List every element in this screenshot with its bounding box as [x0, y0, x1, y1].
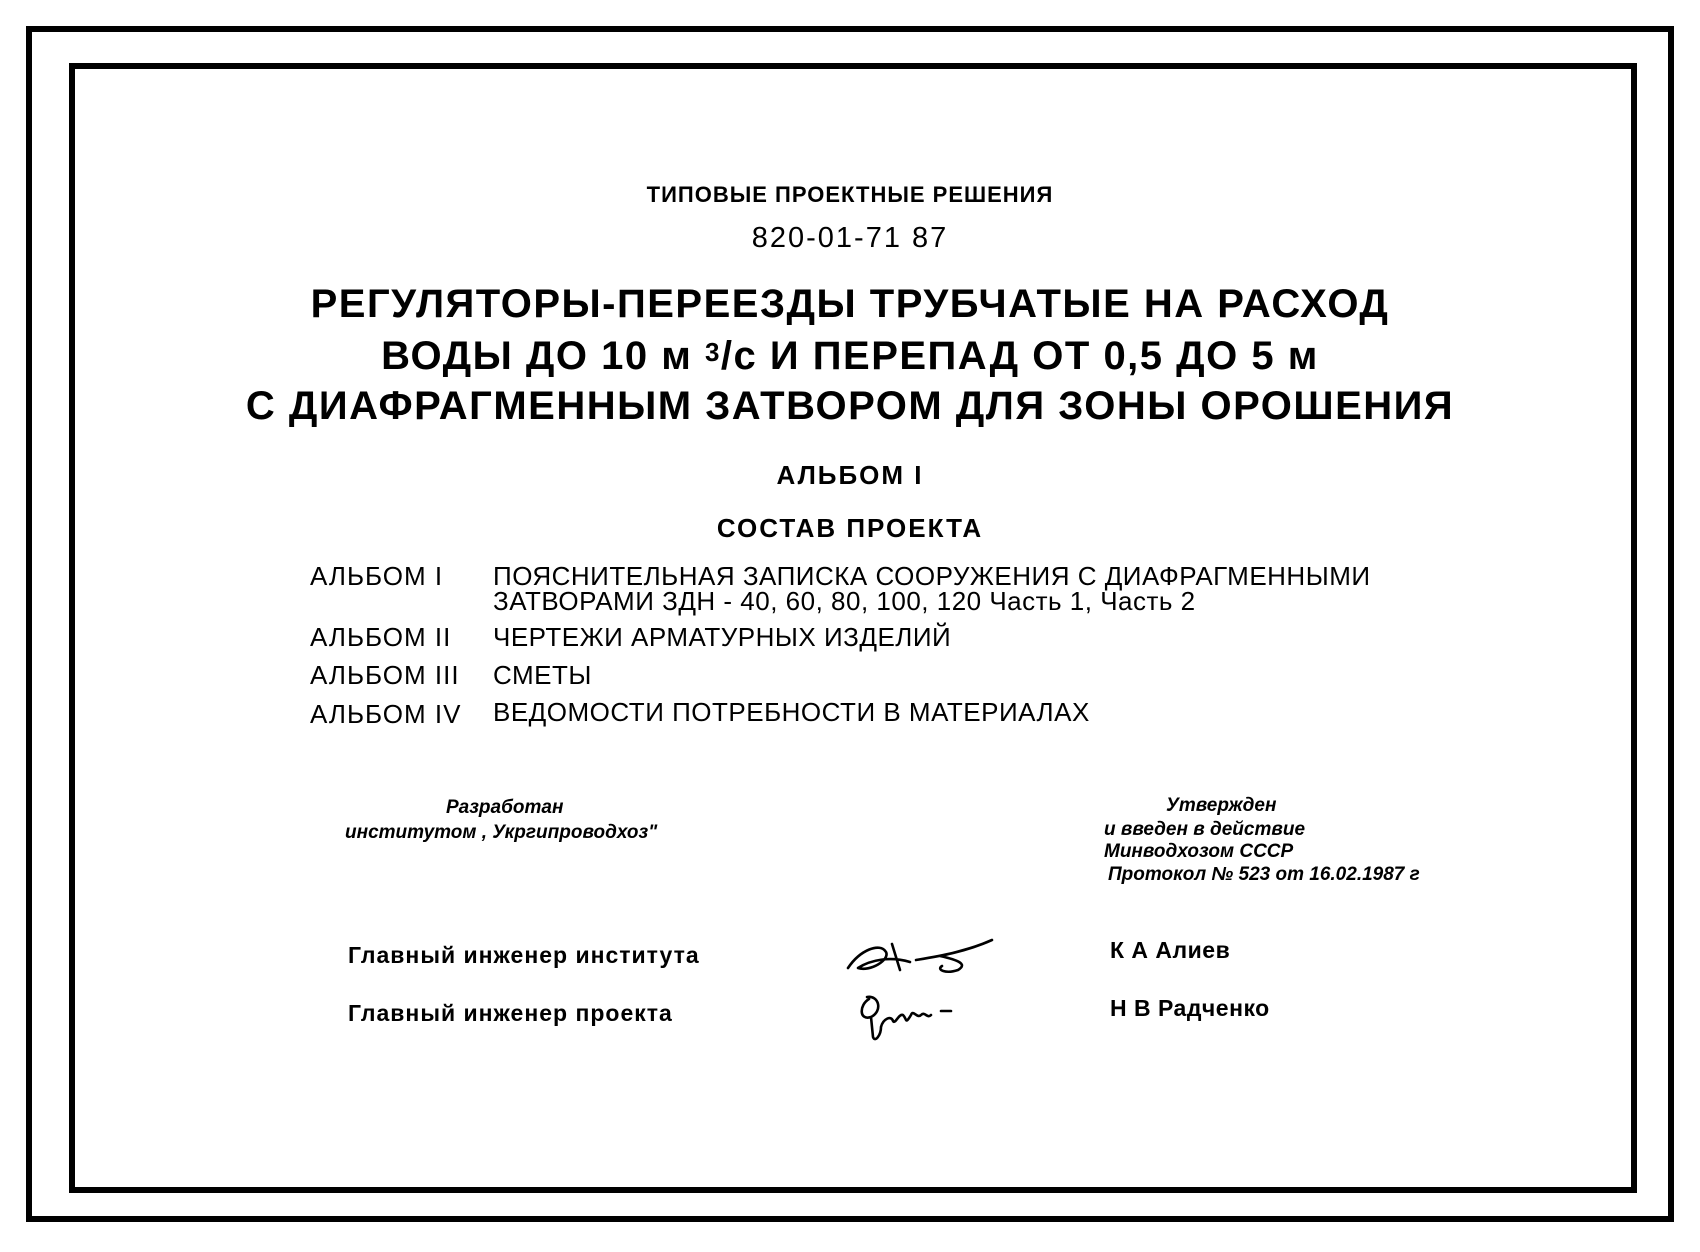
contents-item-4-label: АЛЬБОМ IV [310, 699, 462, 729]
title-line-1: РЕГУЛЯТОРЫ-ПЕРЕЕЗДЫ ТРУБЧАТЫЕ НА РАСХОД [310, 282, 1390, 326]
contents-item-2-text: ЧЕРТЕЖИ АРМАТУРНЫХ ИЗДЕЛИЙ [493, 622, 952, 652]
signatory-2-role: Главный инженер проекта [348, 1000, 673, 1026]
contents-item-1-text: ПОЯСНИТЕЛЬНАЯ ЗАПИСКА СООРУЖЕНИЯ С ДИАФРАГМЕННЫМИ [493, 561, 1371, 591]
organization-header: ТИПОВЫЕ ПРОЕКТНЫЕ РЕШЕНИЯ [646, 182, 1054, 207]
developed-label: Разработан [446, 797, 564, 818]
approved-protocol: Протокол № 523 от 16.02.1987 г [1108, 864, 1420, 885]
title-line-2-start: ВОДЫ ДО 10 м [381, 334, 693, 378]
contents-item-4-text: ВЕДОМОСТИ ПОТРЕБНОСТИ В МАТЕРИАЛАХ [493, 697, 1090, 727]
approved-enacted: и введен в действие [1104, 819, 1306, 840]
contents-item-3-label: АЛЬБОМ III [310, 660, 460, 690]
approved-ministry: Минводхозом СССР [1104, 841, 1294, 862]
signatory-1-name: К А Алиев [1110, 937, 1231, 963]
title-superscript: 3 [704, 337, 721, 367]
title-line-2-end: /с И ПЕРЕПАД ОТ 0,5 ДО 5 м [720, 334, 1319, 378]
developed-by-institute: институтом , Укргипроводхоз" [345, 822, 658, 843]
title-line-2 [0, 334, 1700, 379]
approved-label: Утвержден [1166, 795, 1277, 816]
signatory-2-name: Н В Радченко [1110, 995, 1270, 1021]
contents-item-1-label: АЛЬБОМ I [310, 561, 444, 591]
title-line-3: С ДИАФРАГМЕННЫМ ЗАТВОРОМ ДЛЯ ЗОНЫ ОРОШЕНИЯ [245, 384, 1455, 428]
album-heading: АЛЬБОМ I [776, 460, 924, 490]
contents-item-3-text: СМЕТЫ [493, 660, 592, 690]
signature-1 [840, 930, 1010, 980]
contents-item-2-label: АЛЬБОМ II [310, 622, 452, 652]
signatory-1-role: Главный инженер института [348, 942, 700, 968]
document-code: 820-01-71 87 [751, 222, 949, 254]
contents-heading: СОСТАВ ПРОЕКТА [716, 513, 984, 543]
signature-2 [855, 985, 965, 1045]
contents-item-1-text-2: ЗАТВОРАМИ ЗДН - 40, 60, 80, 100, 120 Часть 1, Часть 2 [493, 586, 1196, 616]
